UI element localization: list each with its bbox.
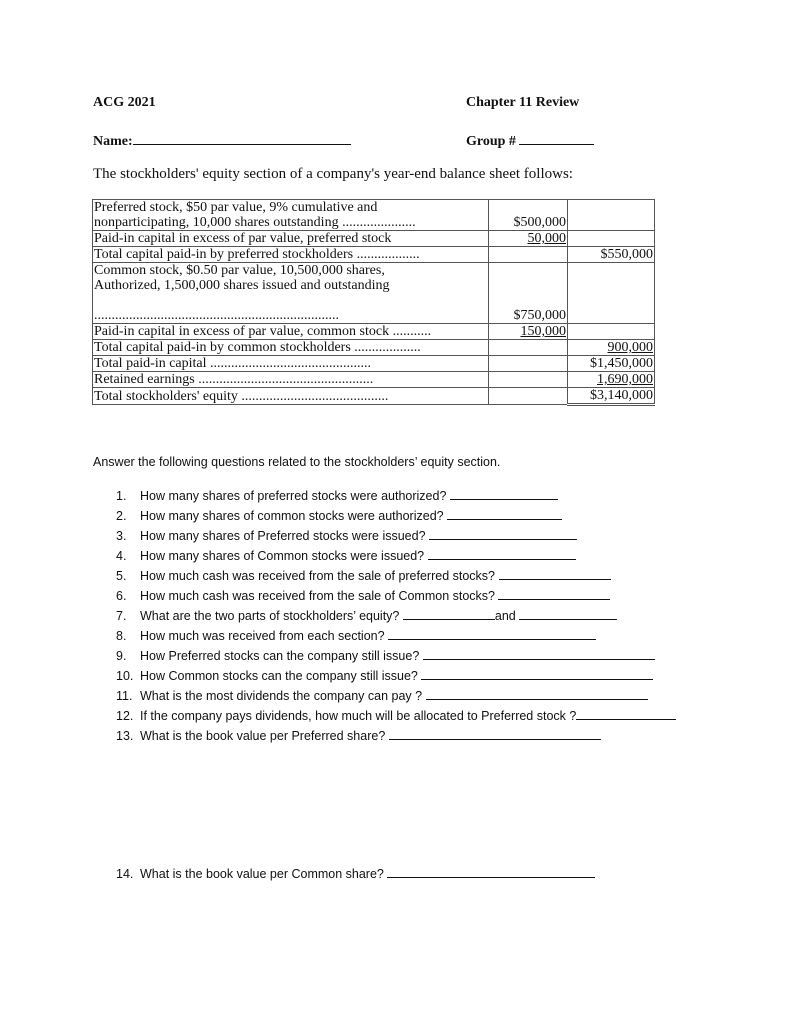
row-label: Total capital paid-in by common stockholders ................... — [93, 340, 489, 356]
row-label: Common stock, $0.50 par value, 10,500,000 shares, Authorized, 1,500,000 shares issued and outstanding ...................................................................... — [93, 263, 489, 324]
answer-blank[interactable] — [403, 606, 495, 620]
answer-blank[interactable] — [429, 526, 577, 540]
amount-cell: $500,000 — [489, 200, 568, 231]
list-item: 3. How many shares of Preferred stocks were issued? — [116, 526, 676, 546]
total-cell — [568, 200, 655, 231]
list-item: 12. If the company pays dividends, how much will be allocated to Preferred stock ? — [116, 706, 676, 726]
table-row — [93, 231, 655, 247]
list-item: 5. How much cash was received from the sale of preferred stocks? — [116, 566, 676, 586]
amount-cell — [489, 372, 568, 388]
name-blank[interactable] — [133, 131, 351, 145]
row-label: Total paid-in capital .............................................. — [93, 356, 489, 372]
table-row — [93, 324, 655, 340]
equity-table — [92, 199, 655, 406]
intro-text: The stockholders' equity section of a company's year-end balance sheet follows: — [93, 166, 573, 182]
answer-blank[interactable] — [499, 566, 611, 580]
answer-blank[interactable] — [388, 626, 596, 640]
total-cell: $3,140,000 — [568, 388, 655, 405]
answer-blank[interactable] — [519, 606, 617, 620]
table-row — [93, 388, 655, 405]
list-item: 10. How Common stocks can the company still issue? — [116, 666, 676, 686]
group-label: Group # — [466, 134, 516, 149]
row-label: Paid-in capital in excess of par value, common stock ........... — [93, 324, 489, 340]
list-item: 14. What is the book value per Common share? — [116, 864, 595, 884]
total-cell: 1,690,000 — [568, 372, 655, 388]
list-item: 13. What is the book value per Preferred share? — [116, 726, 676, 746]
list-item: 9. How Preferred stocks can the company still issue? — [116, 646, 676, 666]
answer-blank[interactable] — [498, 586, 610, 600]
row-label: Paid-in capital in excess of par value, preferred stock — [93, 231, 489, 247]
table-row — [93, 263, 655, 324]
list-item: 7. What are the two parts of stockholders’ equity? and — [116, 606, 676, 626]
questions-intro: Answer the following questions related to the stockholders’ equity section. — [93, 455, 501, 469]
list-item: 11. What is the most dividends the company can pay ? — [116, 686, 676, 706]
course-code: ACG 2021 — [93, 95, 156, 110]
answer-blank[interactable] — [426, 686, 648, 700]
table-row — [93, 340, 655, 356]
answer-blank[interactable] — [421, 666, 653, 680]
row-label: Retained earnings .................................................. — [93, 372, 489, 388]
answer-blank[interactable] — [576, 706, 676, 720]
table-row — [93, 372, 655, 388]
row-label: Total capital paid-in by preferred stockholders .................. — [93, 247, 489, 263]
answer-blank[interactable] — [389, 726, 601, 740]
table-row — [93, 247, 655, 263]
name-field[interactable] — [93, 131, 351, 150]
answer-blank[interactable] — [423, 646, 655, 660]
list-item: 2. How many shares of common stocks were authorized? — [116, 506, 676, 526]
total-cell — [568, 324, 655, 340]
amount-cell — [489, 340, 568, 356]
amount-cell — [489, 388, 568, 405]
amount-cell: $750,000 — [489, 263, 568, 324]
answer-blank[interactable] — [387, 864, 595, 878]
row-label: Total stockholders' equity .......................................... — [93, 388, 489, 405]
group-field[interactable] — [466, 131, 594, 150]
table-row — [93, 356, 655, 372]
total-cell: $550,000 — [568, 247, 655, 263]
name-label: Name: — [93, 134, 133, 149]
amount-cell — [489, 356, 568, 372]
answer-blank[interactable] — [428, 546, 576, 560]
total-cell — [568, 263, 655, 324]
total-cell — [568, 231, 655, 247]
chapter-title: Chapter 11 Review — [466, 95, 580, 110]
list-item: 8. How much was received from each section? — [116, 626, 676, 646]
list-item: 1. How many shares of preferred stocks were authorized? — [116, 486, 676, 506]
list-item: 6. How much cash was received from the sale of Common stocks? — [116, 586, 676, 606]
total-cell: $1,450,000 — [568, 356, 655, 372]
group-blank[interactable] — [519, 131, 594, 145]
answer-blank[interactable] — [450, 486, 558, 500]
total-cell: 900,000 — [568, 340, 655, 356]
amount-cell: 150,000 — [489, 324, 568, 340]
list-item: 4. How many shares of Common stocks were issued? — [116, 546, 676, 566]
amount-cell — [489, 247, 568, 263]
table-row — [93, 200, 655, 231]
row-label: Preferred stock, $50 par value, 9% cumulative and nonparticipating, 10,000 shares outstanding ..................... — [93, 200, 489, 231]
amount-cell: 50,000 — [489, 231, 568, 247]
answer-blank[interactable] — [447, 506, 562, 520]
question-list — [116, 486, 676, 746]
